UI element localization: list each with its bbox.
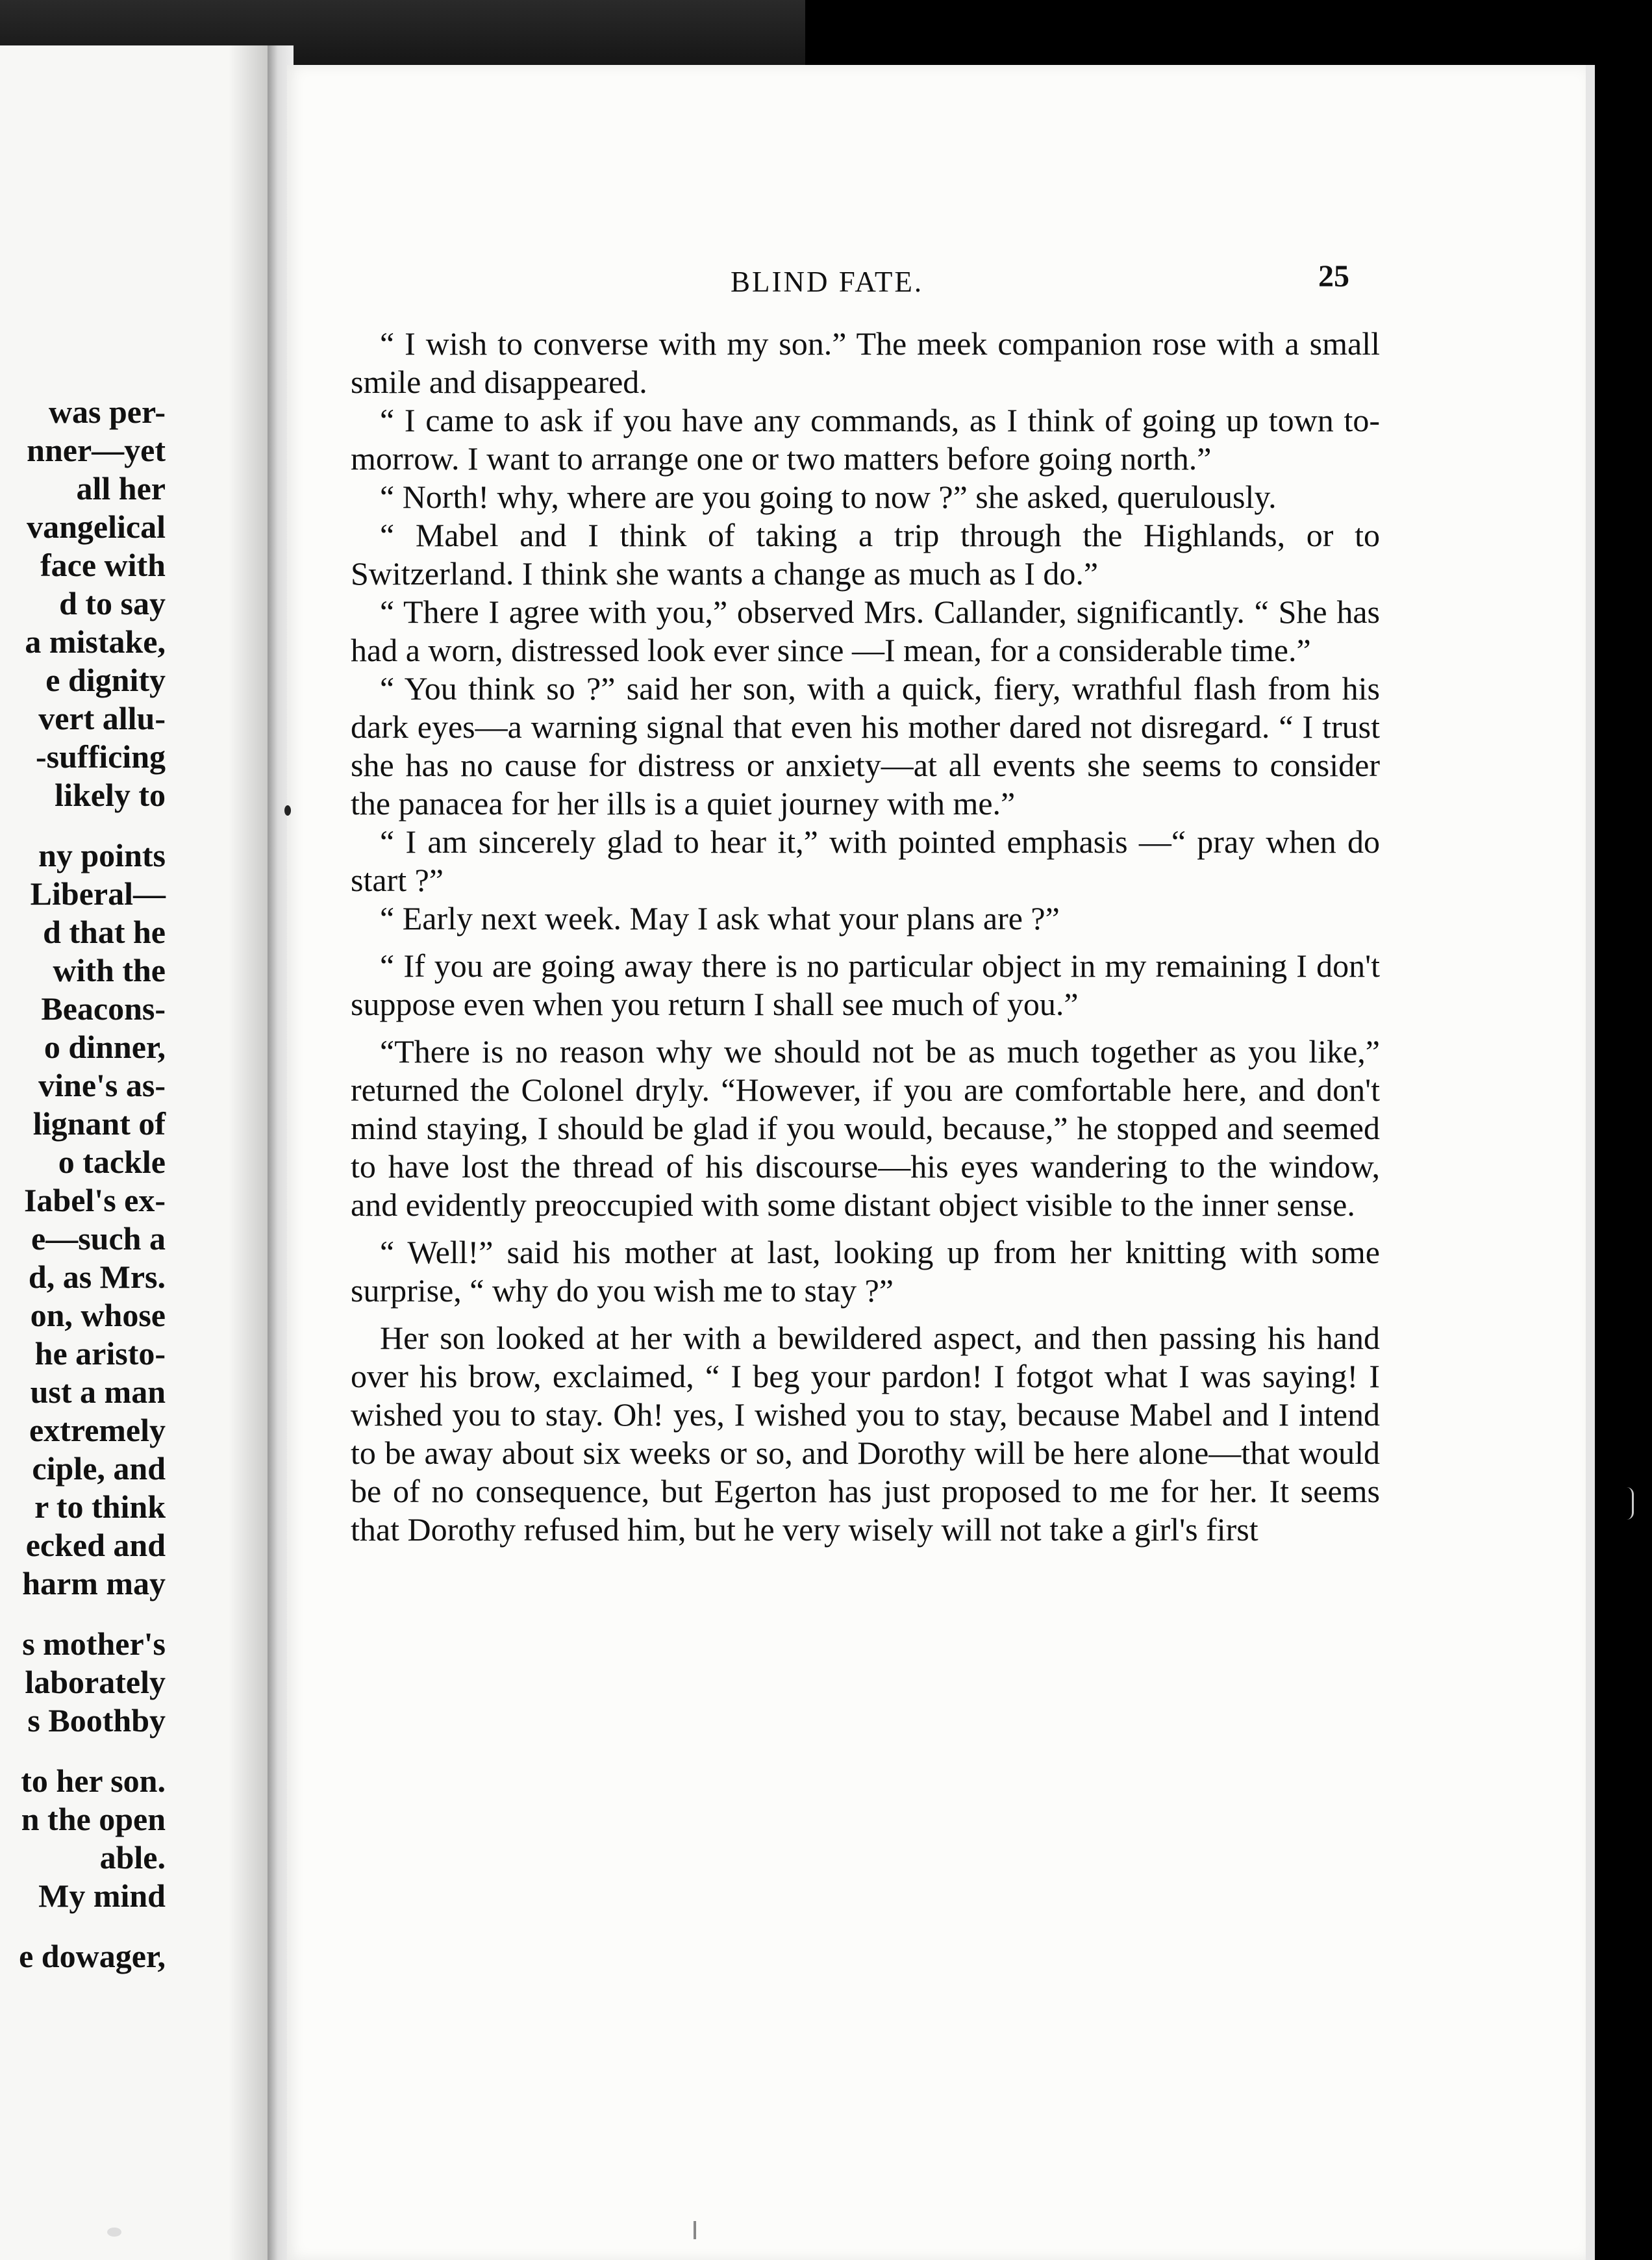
- paragraph: “ I came to ask if you have any commands, as I think of going up town to-morrow. I want to arrange one or two matters before going north.”: [351, 402, 1380, 477]
- previous-page-line: s mother's: [22, 1626, 166, 1662]
- previous-page-line: likely to: [55, 777, 166, 813]
- body-text: [351, 325, 1380, 1549]
- previous-page-line: laborately: [25, 1664, 166, 1700]
- page-edge: [1586, 65, 1595, 2260]
- previous-page-line: n the open: [21, 1801, 166, 1837]
- line-gap: [0, 1740, 166, 1762]
- previous-page-line: ny points: [38, 837, 166, 873]
- paragraph: “ North! why, where are you going to now ?” she asked, querulously.: [380, 479, 1277, 515]
- paragraph: “ Mabel and I think of taking a trip through the Highlands, or to Switzerland. I think she wants a change as much as I do.”: [351, 517, 1380, 592]
- ink-speck: [694, 2221, 696, 2239]
- previous-page-line: face with: [40, 547, 166, 583]
- paragraph: “ Well!” said his mother at last, looking up from her knitting with some surprise, “ why do you wish me to stay ?”: [351, 1234, 1380, 1309]
- previous-page-line: ust a man: [30, 1374, 166, 1410]
- paragraph: “ I wish to converse with my son.” The meek companion rose with a small smile and disappeared.: [351, 325, 1380, 400]
- previous-page-line: d, as Mrs.: [28, 1259, 166, 1295]
- previous-page-line: e—such a: [31, 1220, 166, 1257]
- previous-page: [0, 45, 279, 2260]
- previous-page-line: o tackle: [58, 1144, 166, 1180]
- previous-page-line: r to think: [34, 1488, 166, 1525]
- previous-page-line: -sufficing: [36, 738, 166, 775]
- gutter-shadow: [229, 45, 268, 2260]
- previous-page-line: he aristo-: [34, 1335, 166, 1372]
- line-gap: [0, 1915, 166, 1937]
- previous-page-line: s Boothby: [27, 1702, 166, 1739]
- previous-page-line: d to say: [59, 585, 166, 622]
- previous-page-line: extremely: [29, 1412, 166, 1448]
- previous-page-line: was per-: [48, 394, 166, 430]
- previous-page-line: vert allu-: [38, 700, 166, 736]
- running-head: BLIND FATE.: [731, 266, 924, 298]
- previous-page-line: able.: [99, 1839, 166, 1876]
- previous-page-line: ecked and: [25, 1527, 166, 1563]
- previous-page-line: Liberal—: [30, 875, 166, 912]
- line-gap: [0, 1603, 166, 1625]
- previous-page-line: a mistake,: [25, 623, 166, 660]
- previous-page-line: ciple, and: [32, 1450, 166, 1487]
- paragraph: “There is no reason why we should not be as much together as you like,” returned the Colonel dryly. “However, if you are comfortable here, and don't mind staying, I should be glad if you would, because,” he stopped and seemed to have lost the thread of his discourse—his eyes wandering to the window, and evidently preoccupied with some distant object visible to the inner sense.: [351, 1033, 1380, 1223]
- previous-page-line: harm may: [22, 1565, 166, 1601]
- previous-page-line: e dowager,: [19, 1938, 166, 1974]
- previous-page-line: to her son.: [21, 1763, 166, 1799]
- previous-page-line: Beacons-: [41, 990, 166, 1027]
- previous-page-line: d that he: [43, 914, 166, 950]
- previous-page-line: Iabel's ex-: [23, 1182, 166, 1218]
- ink-speck: [284, 805, 291, 816]
- paragraph: Her son looked at her with a bewildered aspect, and then passing his hand over his brow, exclaimed, “ I beg your pardon! I fotgot what I was saying! I wished you to stay. Oh! yes, I wished you to stay, because Mabel and I intend to be away about six weeks or so, and Dorothy will be here alone—that would be of no consequence, but Egerton has just proposed to me for her. It seems that Dorothy refused him, but he very wisely will not take a girl's first: [351, 1320, 1380, 1548]
- paragraph: “ If you are going away there is no particular object in my remaining I don't suppose even when you return I shall see much of you.”: [351, 948, 1380, 1022]
- ink-speck: [107, 2228, 121, 2237]
- previous-page-line: vangelical: [27, 509, 166, 545]
- previous-page-line: all her: [76, 470, 166, 507]
- paragraph: “ You think so ?” said her son, with a quick, fiery, wrathful flash from his dark eyes—a warning signal that even his mother dared not disregard. “ I trust she has no cause for distress or anxiety—at all events she seems to consider the panacea for her ills is a quiet journey with me.”: [351, 670, 1380, 822]
- previous-page-line: nner—yet: [27, 432, 166, 468]
- paragraph: “ Early next week. May I ask what your plans are ?”: [380, 900, 1060, 936]
- previous-page-line: lignant of: [32, 1105, 166, 1142]
- paragraph: “ There I agree with you,” observed Mrs. Callander, significantly. “ She has had a worn, distressed look ever since —I mean, for a considerable time.”: [351, 594, 1380, 668]
- paragraph: “ I am sincerely glad to hear it,” with pointed emphasis —“ pray when do start ?”: [351, 823, 1380, 898]
- previous-page-text: [0, 393, 166, 1976]
- line-gap: [0, 814, 166, 836]
- previous-page-line: vine's as-: [38, 1067, 166, 1103]
- previous-page-line: e dignity: [45, 662, 166, 698]
- previous-page-line: o dinner,: [44, 1029, 166, 1065]
- previous-page-line: My mind: [38, 1877, 166, 1914]
- previous-page-line: with the: [53, 952, 166, 988]
- page-number: 25: [1318, 259, 1349, 294]
- margin-mark: [1627, 1487, 1634, 1520]
- previous-page-line: on, whose: [30, 1297, 166, 1333]
